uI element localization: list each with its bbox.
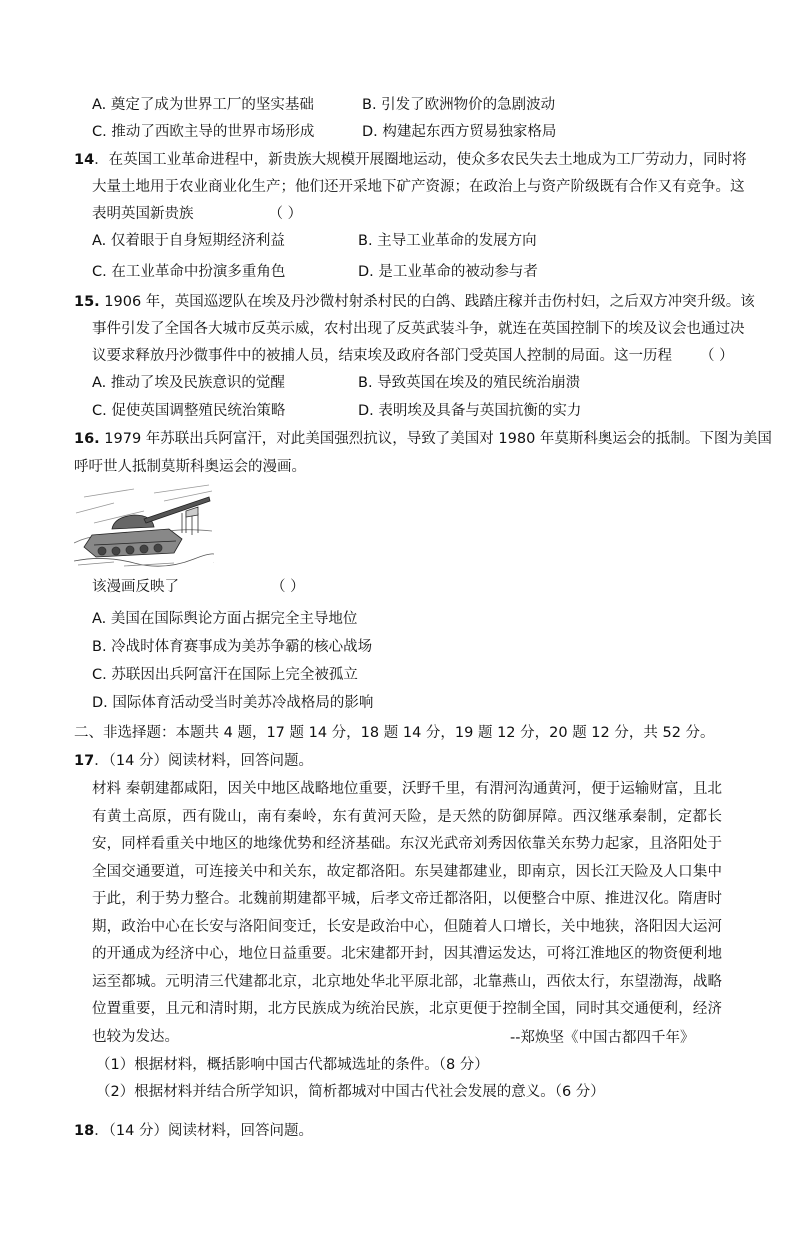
q16-stem-text: 该漫画反映了: [92, 579, 179, 595]
q15-option-a: A. 推动了埃及民族意识的觉醒: [92, 375, 285, 391]
q16-answer-paren: （ ）: [271, 579, 305, 595]
q16-option-a: A. 美国在国际舆论方面占据完全主导地位: [92, 611, 358, 627]
q13-option-a: A. 奠定了成为世界工厂的坚实基础: [92, 97, 314, 113]
q14-number: 14: [74, 152, 95, 168]
q17-header-text: ．（14 分）阅读材料，回答问题。: [94, 753, 313, 769]
q15-text-3: 议要求释放丹沙微事件中的被捕人员，结束埃及政府各部门受英国人控制的局面。这一历程: [92, 348, 672, 364]
section2-title: 二、非选择题：本题共 4 题，17 题 14 分，18 题 14 分，19 题 12 分，20 题 12 分，共 52 分。: [74, 725, 715, 741]
q15-stem-line2: 事件引发了全国各大城市反英示威，农村出现了反英武装斗争，就连在英国控制下的埃及议会也通过决: [92, 321, 745, 337]
q18-number: 18: [74, 1123, 95, 1139]
q14-stem-line2: 大量土地用于农业商业化生产；他们还开采地下矿产资源；在政治上与资产阶级既有合作又有竞争。这: [92, 179, 745, 195]
q16-option-c: C. 苏联因出兵阿富汗在国际上完全被孤立: [92, 667, 358, 683]
q18-header-text: ．（14 分）阅读材料，回答问题。: [94, 1123, 313, 1139]
q14-text-3: 表明英国新贵族: [92, 206, 194, 222]
q14-option-d: D. 是工业革命的被动参与者: [358, 264, 538, 280]
q16-option-b: B. 冷战时体育赛事成为美苏争霸的核心战场: [92, 639, 373, 655]
q14-answer-paren: （ ）: [268, 206, 303, 222]
boycott-cartoon-image: [74, 483, 214, 568]
q13-option-d: D. 构建起东西方贸易独家格局: [362, 124, 557, 140]
q16-option-d: D. 国际体育活动受当时美苏冷战格局的影响: [92, 695, 374, 711]
q17-number: 17: [74, 753, 95, 769]
q18-header: [74, 1121, 313, 1141]
q17-material: 材料 秦朝建都咸阳，因关中地区战略地位重要，沃野千里，有渭河沟通黄河，便于运输财富，且北有黄土高原，西有陇山，南有秦岭，东有黄河天险，是天然的防御屏障。西汉继承秦制，定都长安，同样看重关中地区的地缘优势和经济基础。东汉光武帝刘秀因依靠关东势力起家，且洛阳处于全国交通要道，可连接关中和关东，故定都洛阳。东吴建都建业，即南京，因长江天险及人口集中于此，利于势力整合。北魏前期建都平城，后孝文帝迁都洛阳，以便整合中原、推进汉化。隋唐时期，政治中心在长安与洛阳间变迁，长安是政治中心，但随着人口增长，关中地狭，洛阳因大运河的开通成为经济中心，地位日益重要。北宋建都开封，因其漕运发达，可将江淮地区的物资便利地运至都城。元明清三代建都北京，北京地处华北平原北部，北靠燕山，西依太行，东望渤海，战略位置重要，且元和清时期，北方民族成为统治民族，北京更便于控制全国，同时其交通便利，经济也较为发达。: [92, 781, 722, 1045]
q15-option-b: B. 导致英国在埃及的殖民统治崩溃: [358, 375, 581, 391]
q16-stem-line2: 呼吁世人抵制莫斯科奥运会的漫画。: [74, 459, 306, 475]
q15-option-d: D. 表明埃及具备与英国抗衡的实力: [358, 403, 582, 419]
q14-option-c: C. 在工业革命中扮演多重角色: [92, 264, 286, 280]
q17-header: [74, 751, 313, 771]
q15-answer-paren: （ ）: [700, 348, 734, 364]
q16-stem-line3: [92, 577, 305, 597]
q14-text-1: ．在英国工业革命进程中，新贵族大规模开展圈地运动，使众多农民失去土地成为工厂劳动力，同时将: [94, 152, 747, 168]
q13-option-c: C. 推动了西欧主导的世界市场形成: [92, 124, 315, 140]
q14-stem-line1: [74, 150, 747, 170]
q15-stem-line3: [92, 346, 734, 366]
q15-number: 15.: [74, 294, 100, 310]
q14-option-a: A. 仅着眼于自身短期经济利益: [92, 233, 285, 249]
q15-stem-line1: [74, 292, 755, 312]
q15-text-1: 1906 年，英国巡逻队在埃及丹沙微村射杀村民的白鸽、践踏庄稼并击伤村妇，之后双方冲突升级。该: [99, 294, 755, 310]
q15-option-c: C. 促使英国调整殖民统治策略: [92, 403, 286, 419]
q14-stem-line3: [92, 204, 302, 224]
q16-number: 16.: [74, 431, 100, 447]
q17-subquestion-2: （2）根据材料并结合所学知识，简析都城对中国古代社会发展的意义。（6 分）: [96, 1084, 605, 1100]
q13-option-b: B. 引发了欧洲物价的急剧波动: [362, 97, 556, 113]
q17-subquestion-1: （1）根据材料，概括影响中国古代都城选址的条件。（8 分）: [96, 1057, 489, 1073]
q17-source: --郑焕坚《中国古都四千年》: [510, 1030, 695, 1046]
q16-text-1: 1979 年苏联出兵阿富汗，对此美国强烈抗议，导致了美国对 1980 年莫斯科奥运会的抵制。下图为美国: [99, 431, 772, 447]
q16-stem-line1: [74, 429, 772, 449]
q14-option-b: B. 主导工业革命的发展方向: [358, 233, 537, 249]
